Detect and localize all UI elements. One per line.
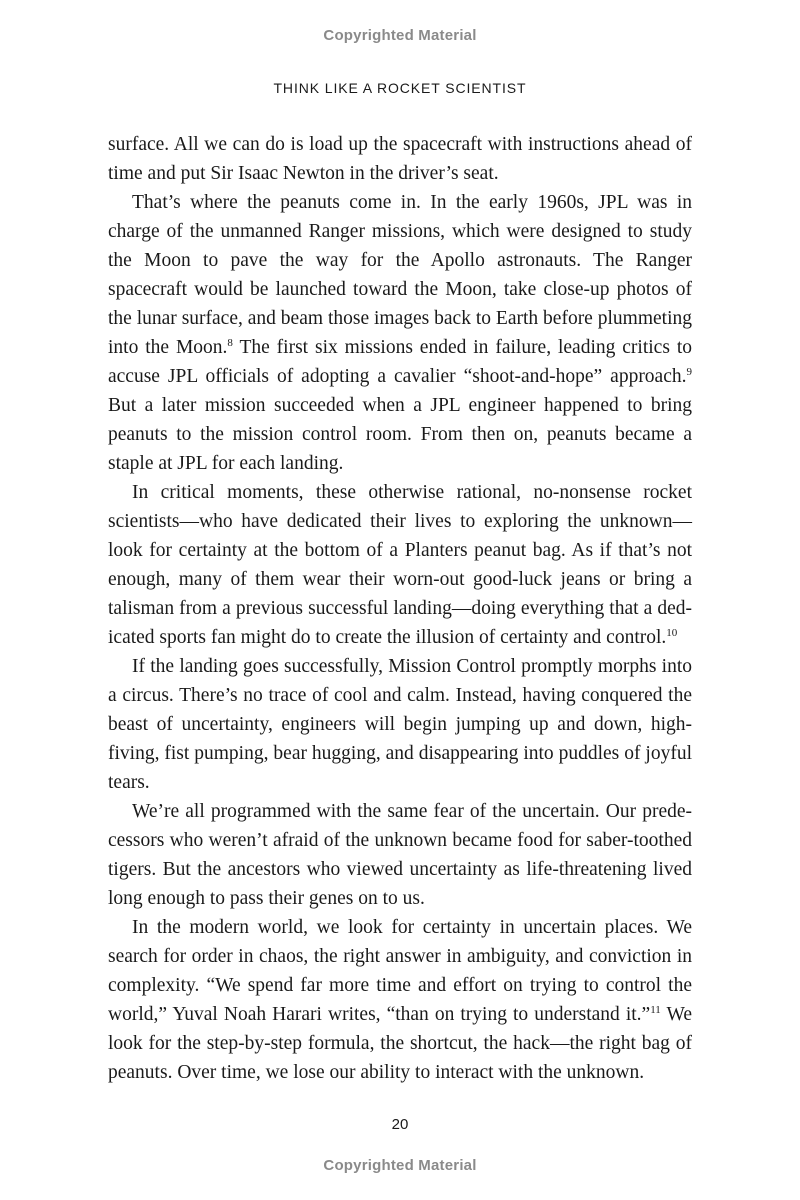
footnote-ref-10[interactable]: 10 <box>666 627 678 639</box>
paragraph-6-text-b: We look for the step-by-step formula, the shortcut, the hack—the right bag of peanuts. Over time, we lose our ability to interact with the unknown. <box>108 1004 692 1083</box>
page-number: 20 <box>391 1116 409 1133</box>
paragraph-2-text-b: The first six missions ended in failure, leading critics to accuse JPL officials of adopting a cavalier “shoot-and-hope” approach. <box>108 337 692 387</box>
paragraph-5 <box>108 797 692 913</box>
paragraph-2-text-c: But a later mission succeeded when a JPL engineer happened to bring peanuts to the mission control room. From then on, peanuts became a staple at JPL for each landing. <box>108 395 692 474</box>
paragraph-3 <box>108 478 692 652</box>
paragraph-6 <box>108 913 692 1087</box>
paragraph-1-text: surface. All we can do is load up the spacecraft with instructions ahead of time and put Sir Isaac Newton in the driver’s seat. <box>108 134 692 184</box>
paragraph-5-text: We’re all programmed with the same fear of the uncertain. Our predecessors who weren’t afraid of the unknown became food for saber-toothed tigers. But the ancestors who viewed uncertainty as life-threatening lived long enough to pass their genes on to us. <box>108 801 692 909</box>
running-header-title: THINK LIKE A ROCKET SCIENTIST <box>273 80 527 96</box>
paragraph-6-text-a: In the modern world, we look for certainty in uncertain places. We search for order in chaos, the right answer in ambiguity, and conviction in complexity. “We spend far more time and effort on trying to control the world,” Yuval Noah Harari writes, “than on trying to understand it.” <box>108 917 692 1025</box>
paragraph-1 <box>108 130 692 188</box>
paragraph-2-text-a: That’s where the peanuts come in. In the early 1960s, JPL was in charge of the unmanned Ranger missions, which were designed to study the Moon to pave the way for the Apollo astronauts. The Ranger spacecraft would be launched toward the Moon, take close-up photos of the lunar surface, and beam those images back to Earth before plummeting into the Moon. <box>108 192 692 358</box>
paragraph-2 <box>108 188 692 478</box>
paragraph-3-text: In critical moments, these otherwise rational, no-nonsense rocket scientists—who have dedicated their lives to exploring the unknown— look for certainty at the bottom of a Planters peanut bag. As if that’s not enough, many of them wear their worn-out good-luck jeans or bring a talisman from a previous successful landing—doing everything that a dedicated sports fan might do to create the illusion of certainty and control. <box>108 482 692 648</box>
footnote-ref-8[interactable]: 8 <box>227 337 233 349</box>
copyright-watermark-top: Copyrighted Material <box>323 27 477 44</box>
paragraph-4-text: If the landing goes successfully, Mission Control promptly morphs into a circus. There’s no trace of cool and calm. Instead, having conquered the beast of uncertainty, engineers will begin jumping up and down, high-fiving, fist pumping, bear hugging, and disappearing into puddles of joyful tears. <box>108 656 692 793</box>
paragraph-4 <box>108 652 692 797</box>
footnote-ref-11[interactable]: 11 <box>650 1004 661 1016</box>
body-text <box>108 130 692 1087</box>
footnote-ref-9[interactable]: 9 <box>686 366 692 378</box>
copyright-watermark-bottom: Copyrighted Material <box>323 1157 477 1174</box>
